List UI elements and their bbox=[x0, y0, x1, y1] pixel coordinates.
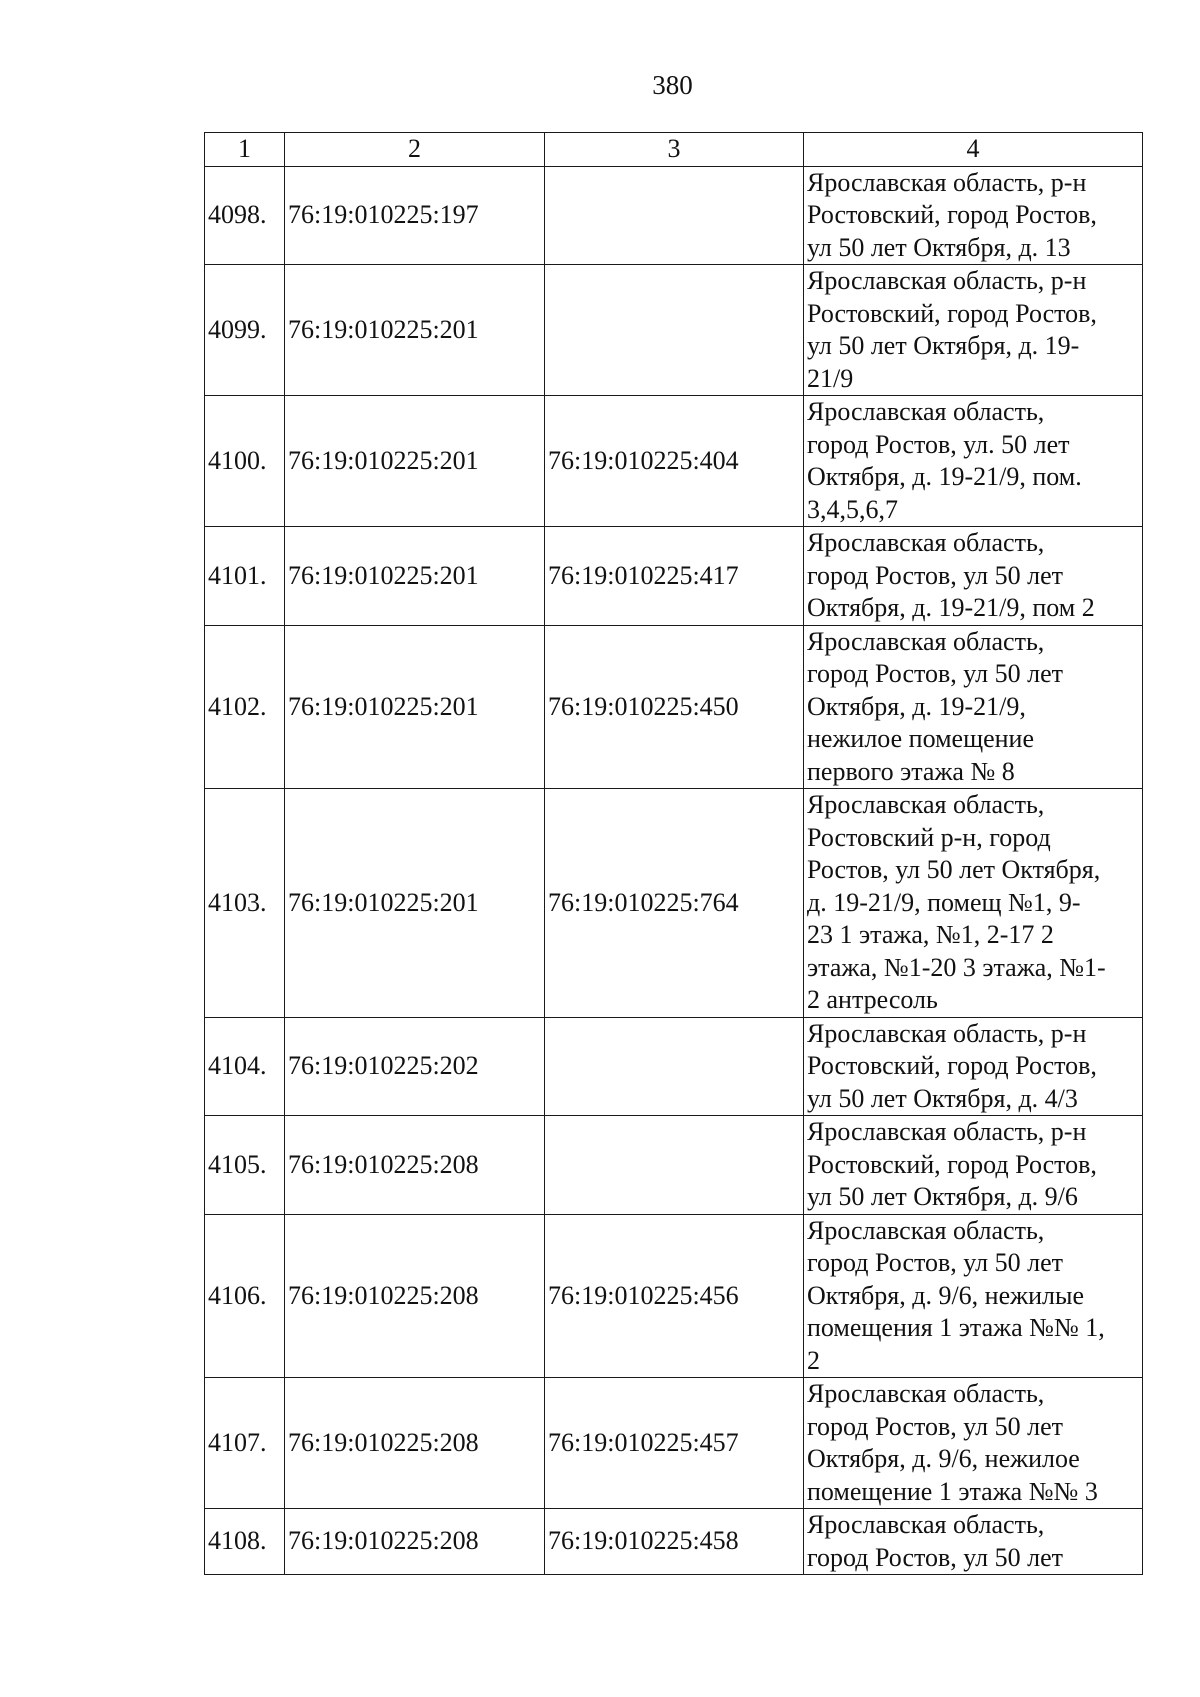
table-row bbox=[205, 1509, 1143, 1575]
row-number: 4101. bbox=[205, 527, 285, 626]
address: Ярославская область, р-н Ростовский, город Ростов, ул 50 лет Октября, д. 13 bbox=[804, 166, 1143, 265]
cadastral-number: 76:19:010225:208 bbox=[285, 1378, 545, 1509]
sub-cadastral-number bbox=[545, 1116, 804, 1215]
row-number: 4104. bbox=[205, 1017, 285, 1116]
page-number: 380 bbox=[652, 70, 693, 100]
row-number: 4107. bbox=[205, 1378, 285, 1509]
sub-cadastral-number bbox=[545, 1017, 804, 1116]
cadastral-number: 76:19:010225:208 bbox=[285, 1509, 545, 1575]
row-number: 4102. bbox=[205, 625, 285, 789]
table-header-row bbox=[205, 133, 1143, 167]
row-number: 4105. bbox=[205, 1116, 285, 1215]
table-body bbox=[205, 133, 1143, 1575]
address: Ярославская область, город Ростов, ул 50 лет Октября, д. 9/6, нежилое помещение 1 этажа №№ 3 bbox=[804, 1378, 1143, 1509]
table-row bbox=[205, 1017, 1143, 1116]
sub-cadastral-number: 76:19:010225:456 bbox=[545, 1214, 804, 1378]
table-row bbox=[205, 789, 1143, 1018]
sub-cadastral-number: 76:19:010225:764 bbox=[545, 789, 804, 1018]
cadastral-number: 76:19:010225:201 bbox=[285, 789, 545, 1018]
header-col-3: 3 bbox=[545, 133, 804, 167]
cadastral-number: 76:19:010225:208 bbox=[285, 1214, 545, 1378]
sub-cadastral-number: 76:19:010225:417 bbox=[545, 527, 804, 626]
header-col-2: 2 bbox=[285, 133, 545, 167]
cadastral-number: 76:19:010225:208 bbox=[285, 1116, 545, 1215]
cadastral-number: 76:19:010225:201 bbox=[285, 265, 545, 396]
sub-cadastral-number: 76:19:010225:404 bbox=[545, 396, 804, 527]
address: Ярославская область, город Ростов, ул 50 лет bbox=[804, 1509, 1143, 1575]
table-row bbox=[205, 396, 1143, 527]
address: Ярославская область, р-н Ростовский, город Ростов, ул 50 лет Октября, д. 9/6 bbox=[804, 1116, 1143, 1215]
table-row bbox=[205, 1214, 1143, 1378]
sub-cadastral-number: 76:19:010225:458 bbox=[545, 1509, 804, 1575]
table-row bbox=[205, 527, 1143, 626]
table-row bbox=[205, 625, 1143, 789]
row-number: 4098. bbox=[205, 166, 285, 265]
cadastral-number: 76:19:010225:202 bbox=[285, 1017, 545, 1116]
row-number: 4099. bbox=[205, 265, 285, 396]
address: Ярославская область, город Ростов, ул. 50 лет Октября, д. 19-21/9, пом. 3,4,5,6,7 bbox=[804, 396, 1143, 527]
row-number: 4103. bbox=[205, 789, 285, 1018]
sub-cadastral-number: 76:19:010225:450 bbox=[545, 625, 804, 789]
row-number: 4108. bbox=[205, 1509, 285, 1575]
sub-cadastral-number bbox=[545, 166, 804, 265]
row-number: 4106. bbox=[205, 1214, 285, 1378]
cadastral-number: 76:19:010225:197 bbox=[285, 166, 545, 265]
header-col-4: 4 bbox=[804, 133, 1143, 167]
cadastral-table bbox=[204, 132, 1143, 1575]
table-row bbox=[205, 166, 1143, 265]
cadastral-number: 76:19:010225:201 bbox=[285, 625, 545, 789]
sub-cadastral-number bbox=[545, 265, 804, 396]
table-row bbox=[205, 1116, 1143, 1215]
address: Ярославская область, р-н Ростовский, город Ростов, ул 50 лет Октября, д. 4/3 bbox=[804, 1017, 1143, 1116]
address: Ярославская область, город Ростов, ул 50 лет Октября, д. 9/6, нежилые помещения 1 этажа №№ 1, 2 bbox=[804, 1214, 1143, 1378]
table-row bbox=[205, 265, 1143, 396]
address: Ярославская область, город Ростов, ул 50 лет Октября, д. 19-21/9, пом 2 bbox=[804, 527, 1143, 626]
row-number: 4100. bbox=[205, 396, 285, 527]
sub-cadastral-number: 76:19:010225:457 bbox=[545, 1378, 804, 1509]
address: Ярославская область, р-н Ростовский, город Ростов, ул 50 лет Октября, д. 19- 21/9 bbox=[804, 265, 1143, 396]
address: Ярославская область, Ростовский р-н, город Ростов, ул 50 лет Октября, д. 19-21/9, помещ №1, 9- 23 1 этажа, №1, 2-17 2 этажа, №1-20 3 этажа, №1- 2 антресоль bbox=[804, 789, 1143, 1018]
address: Ярославская область, город Ростов, ул 50 лет Октября, д. 19-21/9, нежилое помещение первого этажа № 8 bbox=[804, 625, 1143, 789]
table-row bbox=[205, 1378, 1143, 1509]
cadastral-number: 76:19:010225:201 bbox=[285, 527, 545, 626]
header-col-1: 1 bbox=[205, 133, 285, 167]
cadastral-number: 76:19:010225:201 bbox=[285, 396, 545, 527]
